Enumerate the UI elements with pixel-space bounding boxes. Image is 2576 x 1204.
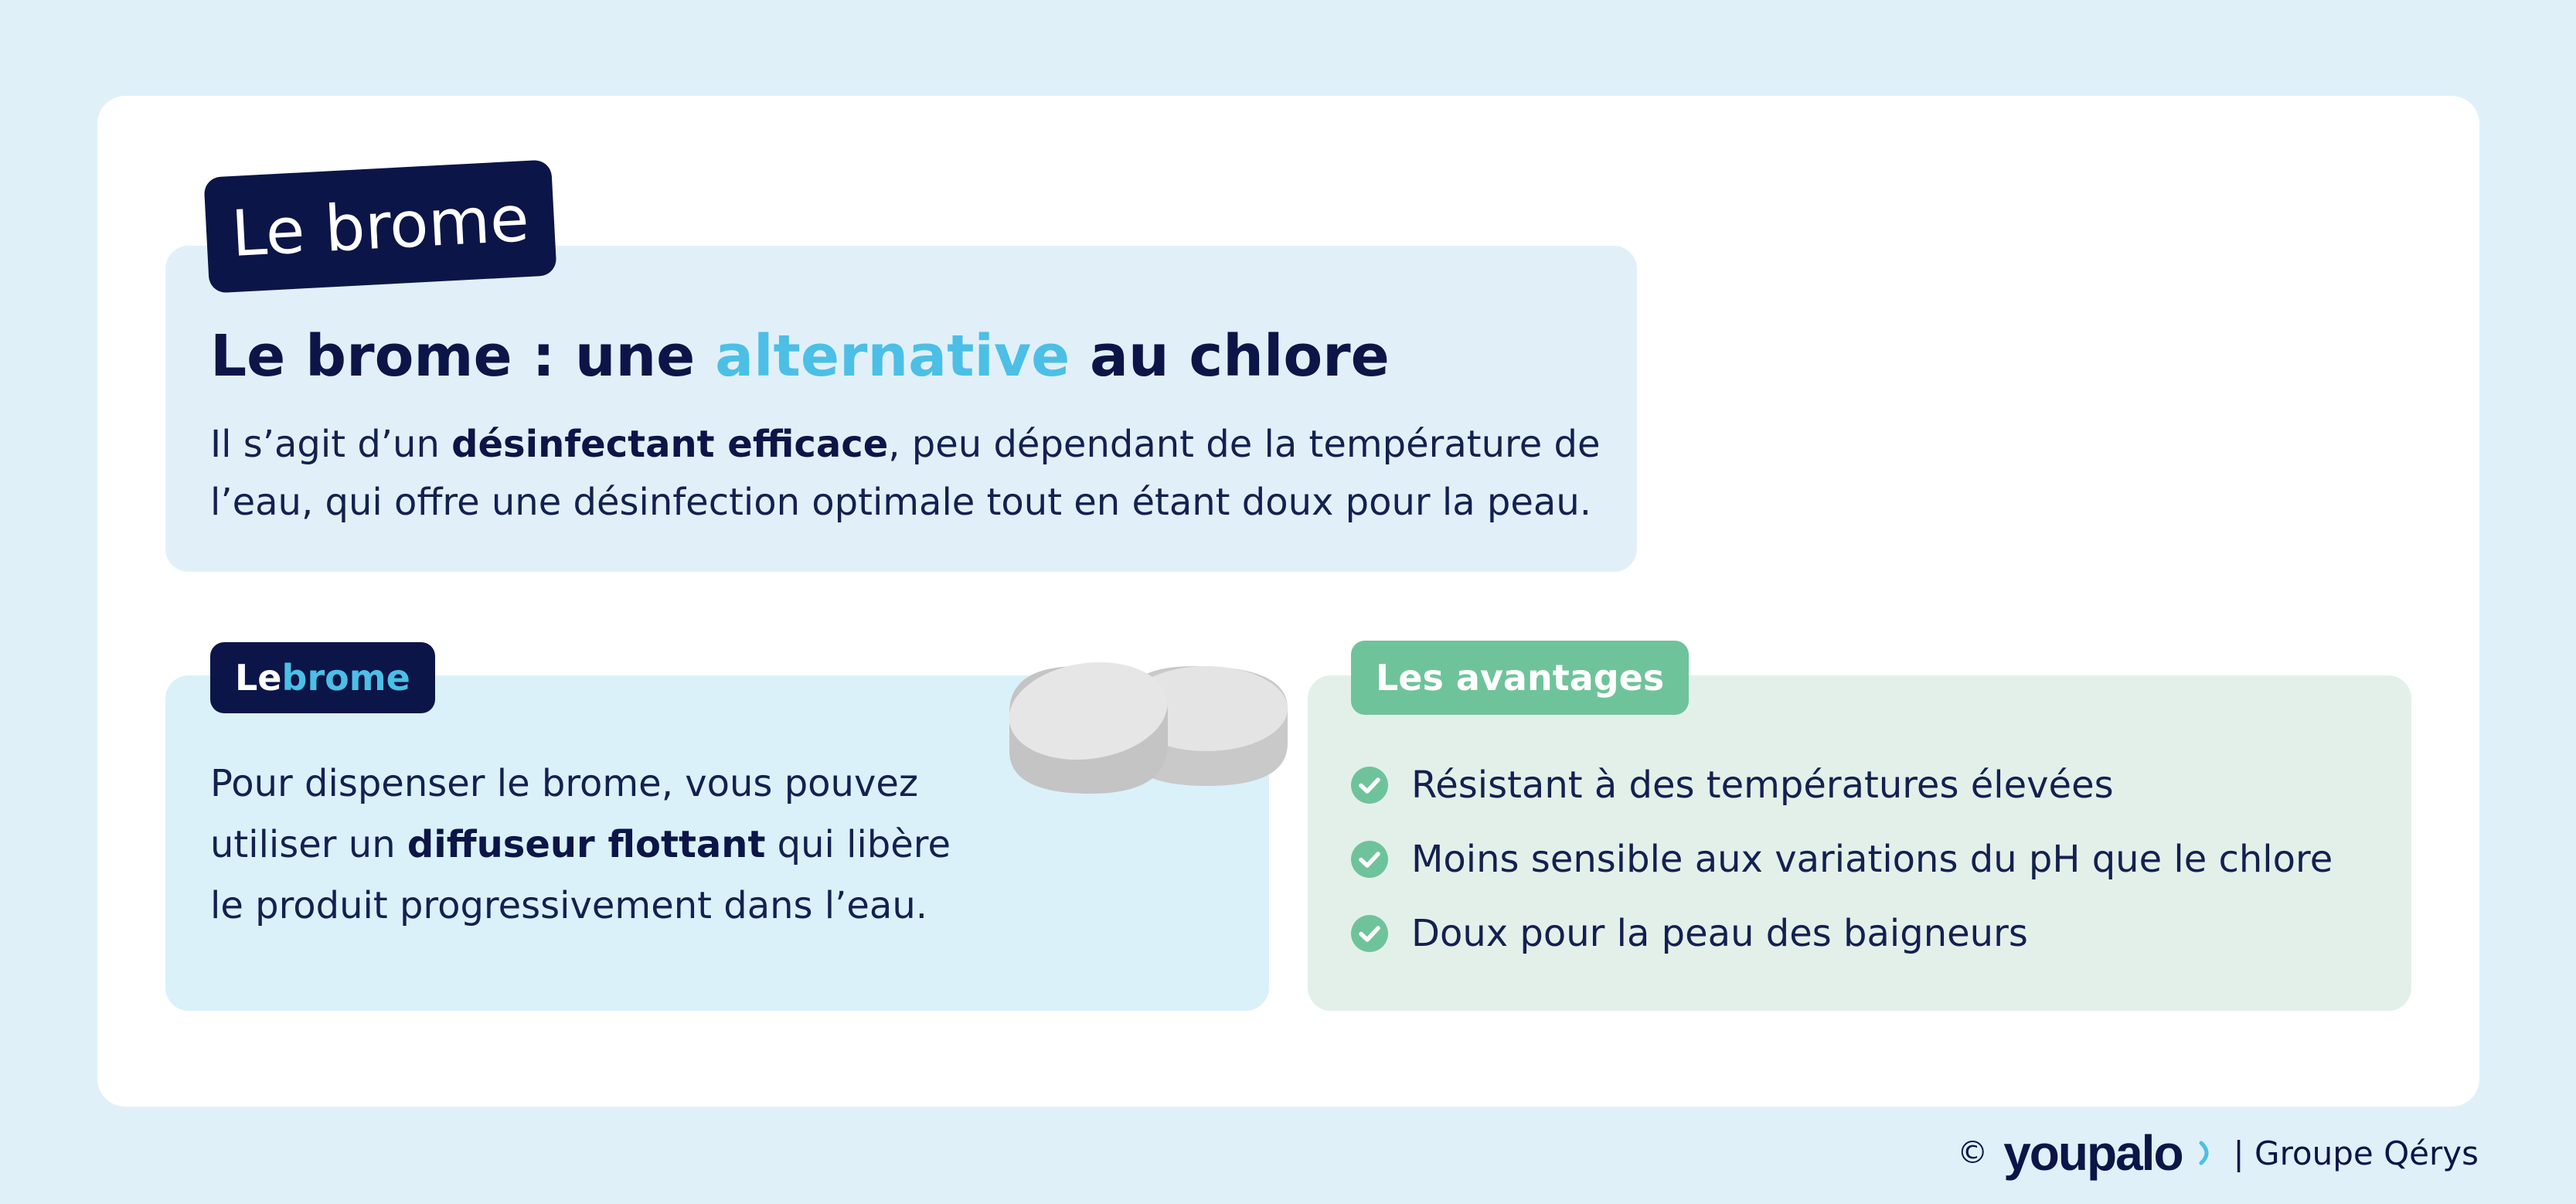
advantage-text: Moins sensible aux variations du pH que le chlore	[1411, 838, 2333, 881]
bromine-tablets-illustration	[1002, 635, 1303, 805]
list-item	[1351, 822, 2333, 896]
advantage-text: Doux pour la peau des baigneurs	[1411, 912, 2028, 955]
signal-arc-icon	[2198, 1140, 2215, 1166]
intro-text-start: Il s’agit d’un	[210, 423, 452, 466]
title-text-end: au chlore	[1070, 323, 1390, 389]
brome-tag-text: Le	[235, 657, 282, 699]
intro-paragraph	[210, 416, 1601, 532]
brome-paragraph	[210, 753, 968, 937]
copyright-symbol: ©	[1957, 1135, 1989, 1171]
check-circle-icon	[1351, 841, 1388, 878]
footer-credits	[1957, 1122, 2479, 1184]
intro-tag: Le brome	[203, 159, 556, 293]
intro-text-bold: désinfectant efficace	[451, 423, 889, 466]
advantages-tag: Les avantages	[1351, 641, 1689, 715]
brome-tag	[210, 642, 435, 713]
brome-tag-accent: brome	[281, 657, 410, 699]
group-credit: | Groupe Qérys	[2233, 1134, 2479, 1172]
brome-text-bold: diffuseur flottant	[407, 823, 766, 866]
list-item	[1351, 748, 2333, 822]
check-circle-icon	[1351, 767, 1388, 804]
check-circle-icon	[1351, 915, 1388, 952]
list-item	[1351, 896, 2333, 971]
brome-text-start: Pour dispenser le brome, vous pouvez utiliser un	[210, 762, 919, 866]
advantage-text: Résistant à des températures élevées	[1411, 764, 2114, 807]
page-title	[210, 323, 1390, 389]
title-text: Le brome : une	[210, 323, 716, 389]
brome-text-end: qui libère le produit progressivement dans l’eau.	[210, 823, 951, 927]
advantages-list	[1351, 748, 2333, 971]
youpalo-logo: youpalo	[2003, 1125, 2183, 1181]
title-accent: alternative	[715, 323, 1070, 389]
intro-text-end: , peu dépendant de la température de l’eau, qui offre une désinfection optimale tout en étant doux pour la peau.	[210, 423, 1601, 524]
